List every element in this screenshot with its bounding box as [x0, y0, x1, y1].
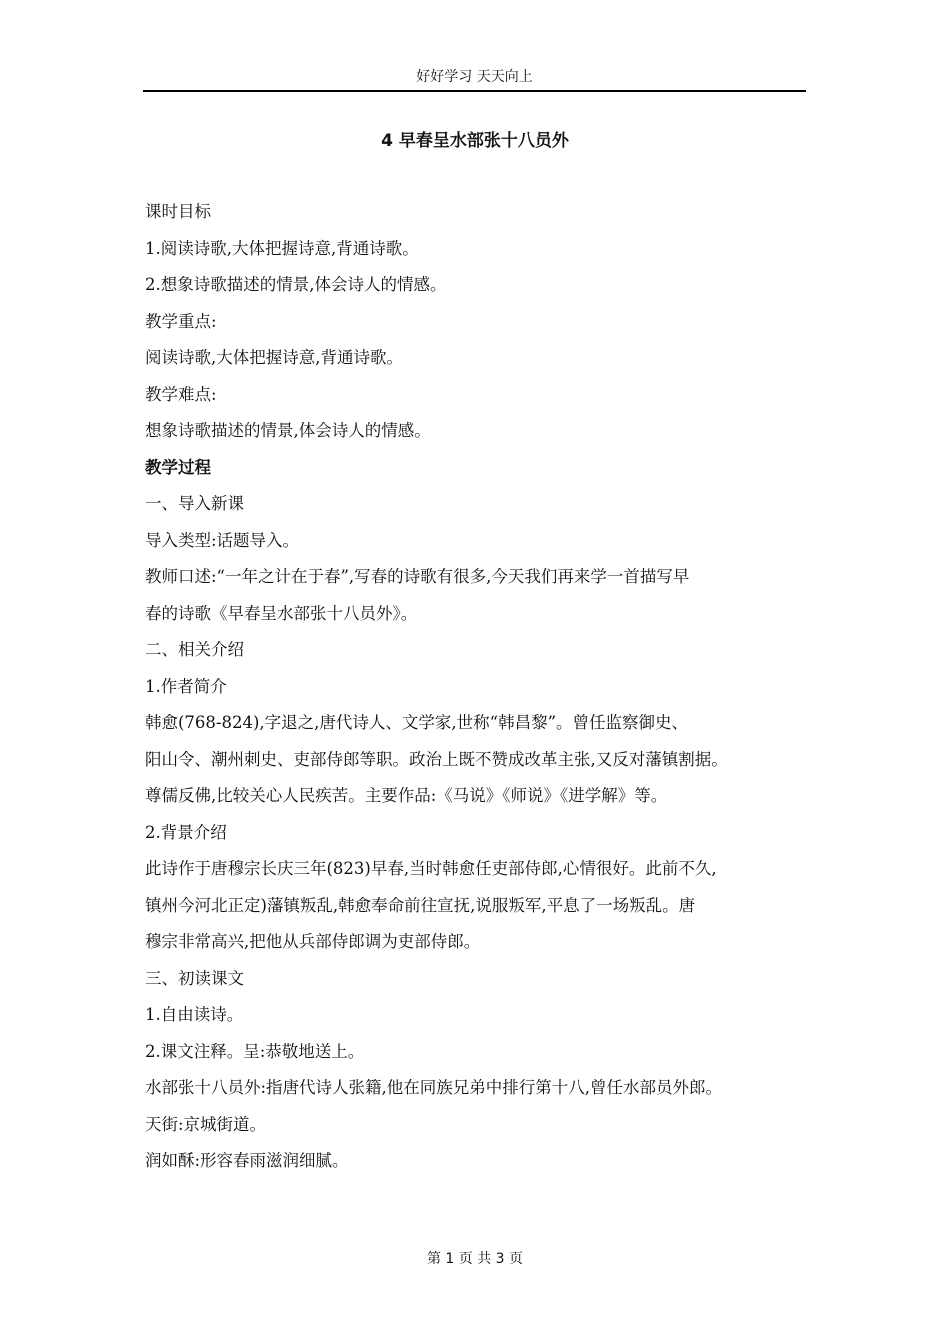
document-body: [145, 194, 810, 1180]
author-intro-line-2: 阳山令、潮州刺史、吏部侍郎等职。政治上既不赞成改革主张,又反对藩镇割据。: [145, 749, 728, 769]
intro-type: 导入类型:话题导入。: [145, 530, 300, 550]
teacher-narration-line-1: 教师口述:“一年之计在于春”,写春的诗歌有很多,今天我们再来学一首描写早: [145, 567, 690, 586]
key-points-heading: 教学重点:: [145, 311, 217, 331]
background-line-3: 穆宗非常高兴,把他从兵部侍郎调为吏部侍郎。: [145, 932, 481, 951]
reading-step-2: 2.课文注释。呈:恭敬地送上。: [145, 1041, 365, 1061]
difficulties-text: 想象诗歌描述的情景,体会诗人的情感。: [145, 421, 431, 440]
objective-2: 2.想象诗歌描述的情景,体会诗人的情感。: [145, 275, 447, 294]
author-intro-heading: 1.作者简介: [145, 676, 227, 696]
section-heading-objectives: 课时目标: [145, 202, 211, 221]
background-heading: 2.背景介绍: [145, 822, 227, 842]
section-1-heading: 一、导入新课: [145, 494, 244, 513]
section-3-heading: 三、初读课文: [145, 968, 244, 988]
annotation-shuibu: 水部张十八员外:指唐代诗人张籍,他在同族兄弟中排行第十八,曾任水部员外郎。: [145, 1078, 723, 1097]
lesson-title: 4 早春呈水部张十八员外: [381, 131, 569, 151]
author-intro-line-1: 韩愈(768-824),字退之,唐代诗人、文学家,世称“韩昌黎”。曾任监察御史、: [145, 713, 689, 732]
reading-step-1: 1.自由读诗。: [145, 1005, 244, 1024]
teacher-narration-line-2: 春的诗歌《早春呈水部张十八员外》。: [145, 603, 418, 623]
background-line-2: 镇州今河北正定)藩镇叛乱,韩愈奉命前往宣抚,说服叛军,平息了一场叛乱。唐: [145, 895, 696, 915]
key-points-text: 阅读诗歌,大体把握诗意,背通诗歌。: [145, 348, 403, 367]
page-footer: 第 1 页 共 3 页: [426, 1251, 524, 1267]
annotation-tianjie: 天街:京城街道。: [145, 1114, 267, 1134]
section-2-heading: 二、相关介绍: [145, 640, 244, 659]
author-intro-line-3: 尊儒反佛,比较关心人民疾苦。主要作品:《马说》《师说》《进学解》等。: [145, 786, 668, 805]
annotation-runrusu: 润如酥:形容春雨滋润细腻。: [145, 1151, 349, 1170]
page-header: 好好学习 天天向上: [143, 64, 806, 92]
process-heading: 教学过程: [145, 457, 211, 477]
background-line-1: 此诗作于唐穆宗长庆三年(823)早春,当时韩愈任吏部侍郎,心情很好。此前不久,: [145, 859, 717, 878]
difficulties-heading: 教学难点:: [145, 384, 217, 404]
objective-1: 1.阅读诗歌,大体把握诗意,背通诗歌。: [145, 238, 419, 258]
